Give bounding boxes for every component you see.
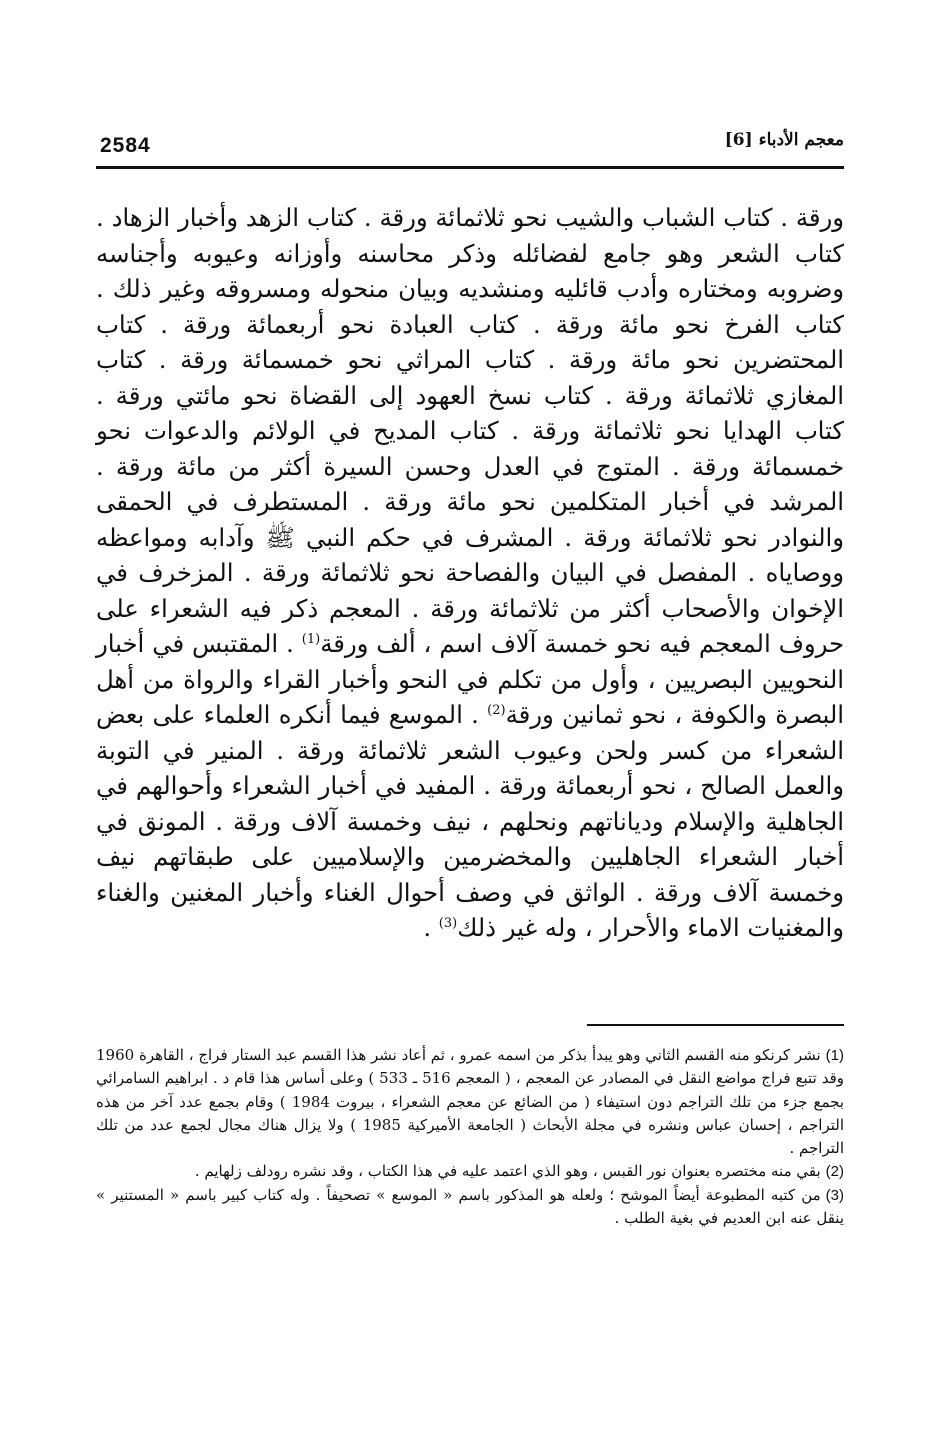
footnote-rule — [587, 1024, 844, 1026]
footnote-ref-1: (1) — [301, 631, 321, 647]
body-text-part-4: . — [423, 913, 439, 942]
body-text-part-3: . الموسع فيما أنكره العلماء على بعض الشعراء من كسر ولحن وعيوب الشعر ثلاثمائة ورقة . المنير في التوبة والعمل الصالح ، نحو أربعمائة ورقة . المفيد في أخبار الشعراء وأحوالهم في الجاهلية والإسلام ودياناتهم ونحلهم ، نيف وخمسة آلاف ورقة . المونق في أخبار الشعراء الجاهليين والمخضرمين والإسلاميين على طبقاتهم نيف وخمسة آلاف ورقة . الواثق في وصف أحوال الغناء وأخبار المغنين والغناء والمغنيات الاماء والأحرار ، وله غير ذلك — [96, 700, 844, 942]
header-rule — [96, 166, 844, 169]
footnote-ref-3: (3) — [438, 915, 458, 931]
footnote-3 — [96, 1184, 844, 1231]
footnote-text: بقي منه مختصره بعنوان نور القبس ، وهو الذي اعتمد عليه في هذا الكتاب ، وقد نشره رودلف زلهايم . — [194, 1162, 821, 1181]
footnotes — [96, 1044, 844, 1230]
body-text-part-2: . المقتبس في أخبار النحويين البصريين ، وأول من تكلم في النحو وأخبار القراء والرواة من أهل البصرة والكوفة ، نحو ثمانين ورقة — [96, 629, 844, 729]
footnote-number: (1) — [825, 1047, 844, 1064]
footnote-ref-2: (2) — [487, 702, 506, 718]
footnote-1 — [96, 1044, 844, 1160]
footnote-2 — [96, 1160, 844, 1183]
body-text-part-1: ورقة . كتاب الشباب والشيب نحو ثلاثمائة ورقة . كتاب الزهد وأخبار الزهاد . كتاب الشعر وهو جامع لفضائله وذكر محاسنه وأوزانه وعيوبه وأجناسه وضروبه ومختاره وأدب قائليه ومنشديه وبيان منحوله ومسروقه وغير ذلك . كتاب الفرخ نحو مائة ورقة . كتاب العبادة نحو أربعمائة ورقة . كتاب المحتضرين نحو مائة ورقة . كتاب المراثي نحو خمسمائة ورقة . كتاب المغازي ثلاثمائة ورقة . كتاب نسخ العهود إلى القضاة نحو مائتي ورقة . كتاب الهدايا نحو ثلاثمائة ورقة . كتاب المديح في الولائم والدعوات نحو خمسمائة ورقة . المتوج في العدل وحسن السيرة أكثر من مائة ورقة . المرشد في أخبار المتكلمين نحو مائة ورقة . المستطرف في الحمقى والنوادر نحو ثلاثمائة ورقة . المشرف في حكم النبي ﷺ وآدابه ومواعظه ووصاياه . المفصل في البيان والفصاحة نحو ثلاثمائة ورقة . المزخرف في الإخوان والأصحاب أكثر من ثلاثمائة ورقة . المعجم ذكر فيه الشعراء على حروف المعجم فيه نحو خمسة آلاف اسم ، ألف ورقة — [96, 203, 844, 658]
footnote-text: من كتبه المطبوعة أيضاً الموشح ؛ ولعله هو المذكور باسم « الموسع » تصحيفاً . وله كتاب كبير باسم « المستنير » ينقل عنه ابن العديم في بغية الطلب . — [96, 1185, 844, 1228]
page-number: 2584 — [100, 134, 151, 157]
footnote-number: (2) — [825, 1163, 844, 1181]
footnote-number: (3) — [825, 1186, 844, 1204]
footnote-text: نشر كرنكو منه القسم الثاني وهو يبدأ بذكر من اسمه عمرو ، ثم أعاد نشر هذا القسم عبد الستار فراج ، القاهرة 1960 وقد تتبع فراج مواضع النقل في المصادر عن المعجم ، ( المعجم 516 ـ 533 ) وعلى أساس هذا قام د . ابراهيم السامرائي بجمع جزء من تلك التراجم دون استيفاء ( من الضائع عن معجم الشعراء ، بيروت 1984 ) وقام بجمع عدد آخر من هذه التراجم ، إحسان عباس ونشره في مجلة الأبحاث ( الجامعة الأميركية 1985 ) ولا يزال هناك مجال لجمع عدد من تلك التراجم . — [96, 1046, 844, 1158]
main-text — [96, 200, 844, 946]
page-header — [96, 126, 844, 166]
running-title: معجم الأدباء [6] — [724, 130, 844, 150]
